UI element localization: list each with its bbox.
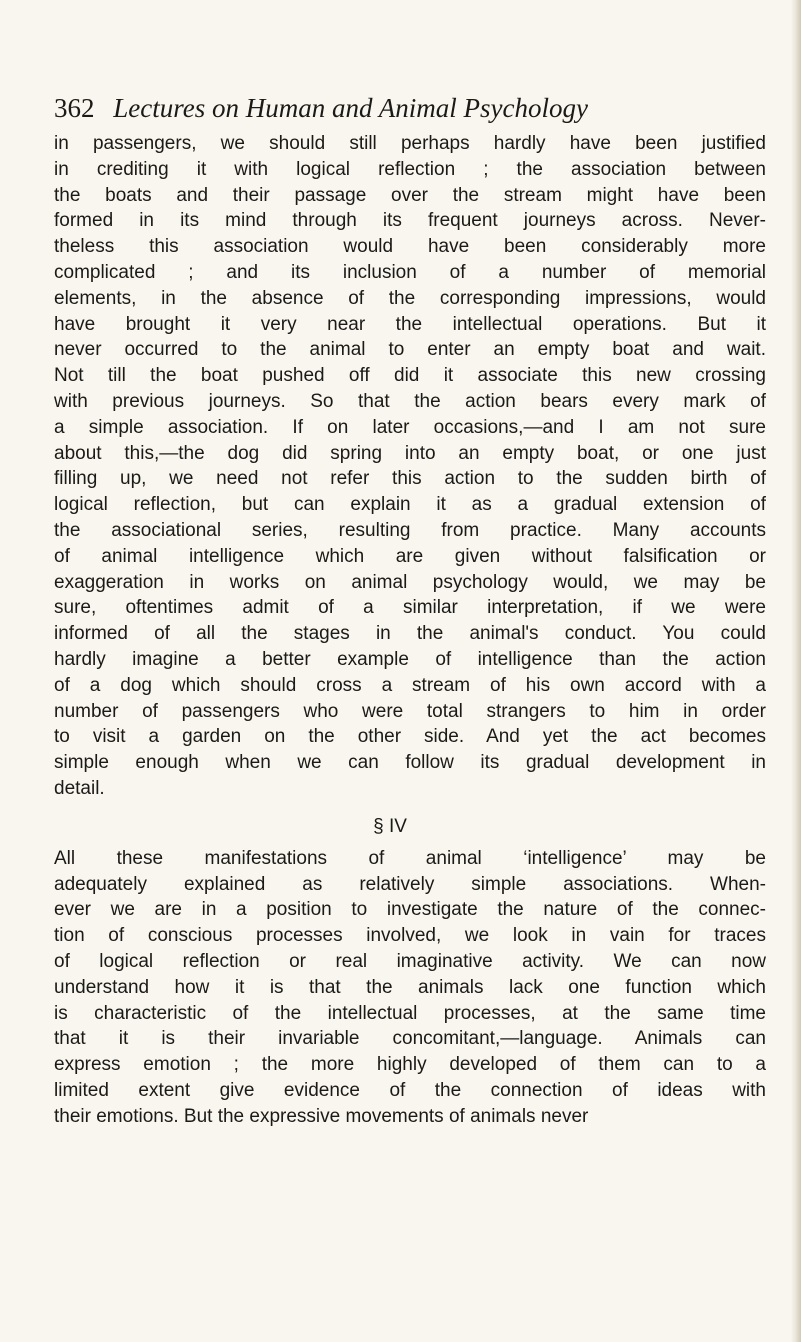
text-line: number of passengers who were total strangers to him in order	[54, 700, 766, 722]
paragraph-1	[54, 131, 766, 802]
text-line: in crediting it with logical reflection ; the association between	[54, 158, 766, 180]
text-line: never occurred to the animal to enter an empty boat and wait.	[54, 339, 766, 361]
text-line: sure, oftentimes admit of a similar interpretation, if we were	[54, 597, 766, 619]
page-number: 362	[54, 93, 95, 123]
text-line: of a dog which should cross a stream of his own accord with a	[54, 674, 766, 696]
text-line: in passengers, we should still perhaps hardly have been justified	[54, 133, 766, 154]
text-line: express emotion ; the more highly developed of them can to a	[54, 1054, 766, 1076]
text-line: theless this association would have been considerably more	[54, 236, 766, 258]
text-line: All these manifestations of animal ‘intelligence’ may be	[54, 847, 766, 869]
text-line: the boats and their passage over the stream might have been	[54, 184, 766, 206]
text-line: of logical reflection or real imaginative activity. We can now	[54, 950, 766, 972]
text-line: ever we are in a position to investigate the nature of the connec-	[54, 899, 766, 921]
text-line: simple enough when we can follow its gradual development in	[54, 752, 766, 774]
text-line: Not till the boat pushed off did it associate this new crossing	[54, 365, 766, 387]
page-edge-shadow	[791, 0, 801, 1342]
text-line: adequately explained as relatively simple associations. When-	[54, 873, 766, 895]
body-text	[54, 131, 766, 1129]
text-line: informed of all the stages in the animal's conduct. You could	[54, 623, 766, 645]
text-line: detail.	[54, 777, 105, 799]
text-line: tion of conscious processes involved, we look in vain for traces	[54, 925, 766, 947]
text-line: limited extent give evidence of the connection of ideas with	[54, 1079, 766, 1101]
text-line: of animal intelligence which are given without falsification or	[54, 545, 766, 567]
text-line: have brought it very near the intellectual operations. But it	[54, 313, 766, 335]
text-line: formed in its mind through its frequent journeys across. Never-	[54, 210, 766, 232]
text-line: to visit a garden on the other side. And yet the act becomes	[54, 726, 766, 748]
section-heading: § IV	[373, 815, 407, 837]
text-line: the associational series, resulting from practice. Many accounts	[54, 519, 766, 541]
text-line: filling up, we need not refer this action to the sudden birth of	[54, 468, 766, 490]
text-line: logical reflection, but can explain it as a gradual extension of	[54, 494, 766, 516]
text-line: a simple association. If on later occasions,—and I am not sure	[54, 416, 766, 438]
running-title: Lectures on Human and Animal Psychology	[113, 93, 588, 123]
text-line: elements, in the absence of the corresponding impressions, would	[54, 287, 766, 309]
text-line: hardly imagine a better example of intelligence than the action	[54, 648, 766, 670]
text-line: with previous journeys. So that the action bears every mark of	[54, 390, 766, 412]
text-line: that it is their invariable concomitant,—language. Animals can	[54, 1028, 766, 1050]
page-header	[54, 88, 754, 128]
text-line: about this,—the dog did spring into an empty boat, or one just	[54, 442, 766, 464]
text-line: complicated ; and its inclusion of a number of memorial	[54, 261, 766, 283]
paragraph-2	[54, 846, 766, 1130]
text-line: is characteristic of the intellectual processes, at the same time	[54, 1002, 766, 1024]
text-line: exaggeration in works on animal psychology would, we may be	[54, 571, 766, 593]
text-line: understand how it is that the animals lack one function which	[54, 976, 766, 998]
text-line: their emotions. But the expressive movements of animals never	[54, 1105, 589, 1127]
